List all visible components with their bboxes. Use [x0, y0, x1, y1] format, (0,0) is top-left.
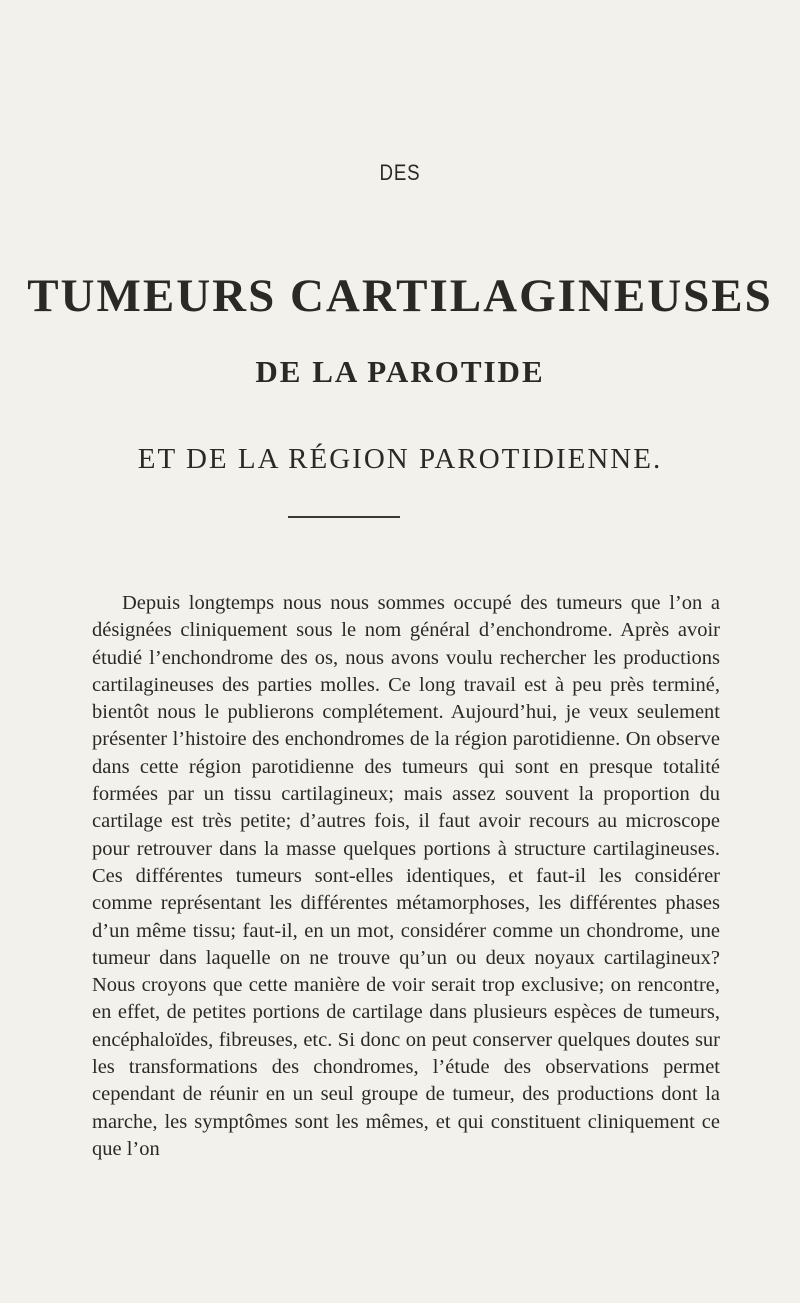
section-divider [288, 516, 400, 518]
main-title: TUMEURS CARTILAGINEUSES [27, 270, 773, 322]
subtitle-parotide: DE LA PAROTIDE [255, 354, 545, 389]
body-paragraph: Depuis longtemps nous nous sommes occupé des tumeurs que l’on a désignées cliniquement sous le nom général d’enchondrome. Après avoir étudié l’enchondrome des os, nous avons voulu rechercher les productions cartilagineuses des parties molles. Ce long travail est à peu près terminé, bientôt nous le publierons complétement. Aujourd’hui, je veux seulement présenter l’histoire des enchondromes de la région parotidienne. On observe dans cette région parotidienne des tumeurs qui sont en presque totalité formées par un tissu cartilagineux; mais assez souvent la proportion du cartilage est très petite; d’autres fois, il faut avoir recours au microscope pour retrouver dans la masse quelques portions à structure cartilagineuses. Ces différentes tumeurs sont-elles identiques, et faut-il les considérer comme représentant les différentes métamorphoses, les différentes phases d’un même tissu; faut-il, en un mot, considérer comme un chondrome, une tumeur dans laquelle on ne trouve qu’un ou deux noyaux cartilagineux? Nous croyons que cette manière de voir serait trop exclusive; on rencontre, en effet, de petites portions de cartilage dans plusieurs espèces de tumeurs, encéphaloïdes, fibreuses, etc. Si donc on peut conserver quelques doutes sur les transformations des chondromes, l’étude des observations permet cependant de réunir en un seul groupe de tumeur, des productions dont la marche, les symptômes sont les mêmes, et qui constituent cliniquement ce que l’on [92, 592, 720, 1160]
subtitle-region: ET DE LA RÉGION PAROTIDIENNE. [137, 443, 663, 475]
pre-title: DES [379, 160, 421, 185]
